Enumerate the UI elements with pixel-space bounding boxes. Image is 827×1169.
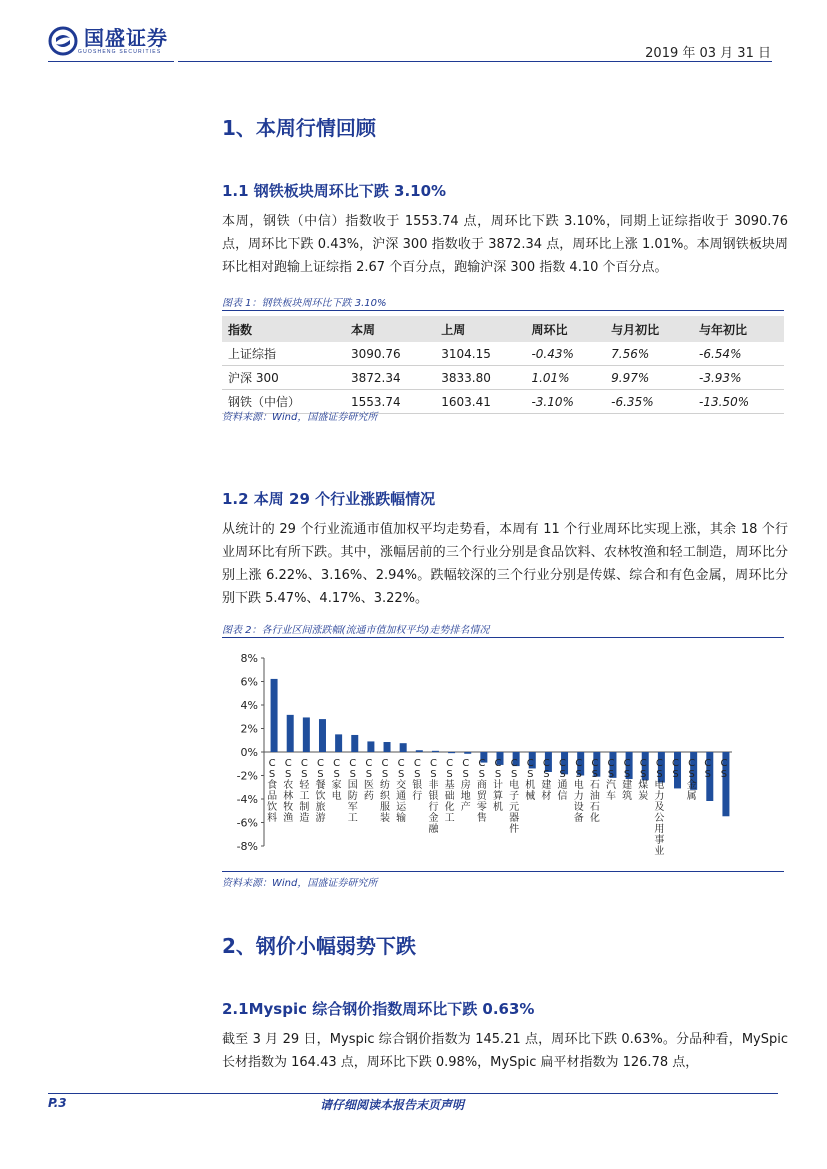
table-row [222, 366, 784, 390]
table-cell: -0.43% [525, 342, 605, 366]
category-label: C S 电力及公用事业 [654, 758, 665, 857]
bar [351, 735, 358, 752]
section2-1-paragraph: 截至 3 月 29 日，Myspic 综合钢价指数为 145.21 点，周环比下跌 0.63%。分品种看，MySpic 长材指数为 164.43 点，周环比下跌 0.98%，MySpic 扁平材指数为 126.78 点， [222, 1032, 788, 1070]
category-label: C S 石油石化 [589, 758, 600, 824]
table1-caption-rule [222, 310, 784, 311]
table-cell: 9.97% [605, 366, 693, 390]
category-label: C S 建材 [541, 758, 552, 802]
category-label: C S 银行 [412, 758, 423, 802]
table-cell: 1553.74 [345, 390, 435, 414]
page-number: P.3 [48, 1096, 67, 1110]
table-header: 指数 [222, 316, 345, 342]
category-label: C S 农林牧渔 [283, 758, 294, 824]
table-header: 周环比 [525, 316, 605, 342]
category-label: C S [720, 758, 728, 780]
table1-caption: 图表 1：钢铁板块周环比下跌 3.10% [222, 298, 387, 309]
brand-logo [48, 26, 168, 56]
table-cell: -6.54% [693, 342, 784, 366]
bar [303, 717, 310, 752]
index-table [222, 316, 784, 414]
table-header: 上周 [435, 316, 525, 342]
bar [287, 715, 294, 752]
table-cell: -3.93% [693, 366, 784, 390]
bar [464, 752, 471, 754]
table-cell: 3833.80 [435, 366, 525, 390]
brand-logo-icon [48, 26, 78, 56]
category-label: C S 电子元器件 [509, 758, 520, 835]
y-tick-label: -8% [236, 840, 258, 853]
y-tick-label: 0% [240, 746, 258, 759]
category-label: C S 通信 [557, 758, 568, 802]
category-label: C S 煤炭 [638, 758, 649, 802]
category-label: C S 建筑 [622, 758, 633, 802]
table-cell: -6.35% [605, 390, 693, 414]
table-cell: 3090.76 [345, 342, 435, 366]
table-cell: 1603.41 [435, 390, 525, 414]
y-tick-label: 2% [240, 722, 258, 736]
bar [416, 750, 423, 752]
chart-caption-rule [222, 637, 784, 638]
brand-sub: GUOSHENG SECURITIES [78, 48, 162, 55]
table-cell: 3872.34 [345, 366, 435, 390]
bar [271, 679, 278, 752]
footer-disclaimer: 请仔细阅读本报告末页声明 [320, 1098, 465, 1112]
chart-bottom-rule [222, 871, 784, 872]
table-row [222, 342, 784, 366]
table-header: 本周 [345, 316, 435, 342]
category-label: C S 纺织服装 [380, 758, 391, 824]
header-divider [178, 61, 772, 62]
section2-title: 2、钢价小幅弱势下跌 [222, 934, 416, 958]
table1-source: 资料来源：Wind，国盛证券研究所 [222, 412, 378, 423]
table-cell: 7.56% [605, 342, 693, 366]
table-cell: 钢铁（中信） [222, 390, 345, 414]
section1-title: 1、本周行情回顾 [222, 116, 376, 140]
category-label: C S 汽车 [605, 758, 616, 802]
chart-source: 资料来源：Wind，国盛证券研究所 [222, 878, 378, 889]
table-cell: 沪深 300 [222, 366, 345, 390]
bar [384, 742, 391, 752]
category-label: C S 医药 [363, 758, 374, 802]
table-header-row [222, 316, 784, 342]
chart-caption: 图表 2：各行业区间涨跌幅(流通市值加权平均)走势排名情况 [222, 625, 490, 636]
table-cell: 上证综指 [222, 342, 345, 366]
y-tick-label: 4% [240, 699, 258, 712]
category-label: C S 房地产 [460, 758, 471, 813]
bar [367, 741, 374, 752]
category-label: C S 商贸零售 [476, 758, 487, 824]
section2-1-title: 2.1Myspic 综合钢价指数周环比下跌 0.63% [222, 1000, 535, 1018]
table-cell: 1.01% [525, 366, 605, 390]
table-cell: -3.10% [525, 390, 605, 414]
category-label: C S 国防军工 [347, 758, 358, 824]
table-header: 与年初比 [693, 316, 784, 342]
bar [335, 734, 342, 752]
footer-divider [48, 1093, 778, 1094]
y-tick-label: 6% [240, 675, 258, 689]
y-tick-label: -2% [236, 769, 258, 783]
brand-name: 国盛证券 [84, 25, 168, 50]
category-label: C S 基础化工 [444, 758, 455, 824]
category-label: C S 轻工制造 [299, 758, 310, 824]
category-label: C S 机械 [525, 758, 536, 802]
bar [448, 752, 455, 753]
bar [319, 719, 326, 752]
industry-return-chart [222, 644, 784, 868]
header-divider-left [48, 61, 174, 62]
category-label: C S 计算机 [493, 758, 503, 813]
category-label: C S 金属 [686, 758, 697, 802]
category-label: C S 交通运输 [396, 758, 407, 824]
bar [400, 743, 407, 752]
y-tick-label: -6% [236, 816, 258, 830]
category-label: C S 电力设备 [573, 758, 584, 824]
report-date: 2019 年 03 月 31 日 [645, 46, 771, 61]
category-label: C S 非银行金融 [428, 758, 439, 835]
section1-2-title: 1.2 本周 29 个行业涨跌幅情况 [222, 490, 436, 508]
y-tick-label: -4% [236, 793, 258, 806]
table-cell: -13.50% [693, 390, 784, 414]
section1-1-paragraph: 本周，钢铁（中信）指数收于 1553.74 点，周环比下跌 3.10%，同期上证综指收于 3090.76 点，周环比下跌 0.43%，沪深 300 指数收于 3872.34 点，周环比上涨 1.01%。本周钢铁板块周环比相对跑输上证综指 2.67 个百分点，跑输沪深 300 指数 4.10 个百分点。 [222, 214, 788, 275]
category-label: C S 家电 [331, 758, 342, 802]
y-tick-label: 8% [240, 652, 258, 665]
bar [432, 751, 439, 752]
category-label: C S 食品饮料 [267, 758, 278, 824]
section1-2-paragraph: 从统计的 29 个行业流通市值加权平均走势看，本周有 11 个行业周环比实现上涨，其余 18 个行业周环比有所下跌。其中，涨幅居前的三个行业分别是食品饮料、农林牧渔和轻工制造，周环比分别上涨 6.22%、3.16%、2.94%。跌幅较深的三个行业分别是传媒、综合和有色金属，周环比分别下跌 5.47%、4.17%、3.22%。 [222, 522, 788, 606]
section1-1-title: 1.1 钢铁板块周环比下跌 3.10% [222, 182, 447, 200]
category-label: C S 餐饮旅游 [315, 758, 326, 824]
table-header: 与月初比 [605, 316, 693, 342]
category-label: C S [672, 758, 680, 780]
table-cell: 3104.15 [435, 342, 525, 366]
category-label: C S [704, 758, 712, 780]
